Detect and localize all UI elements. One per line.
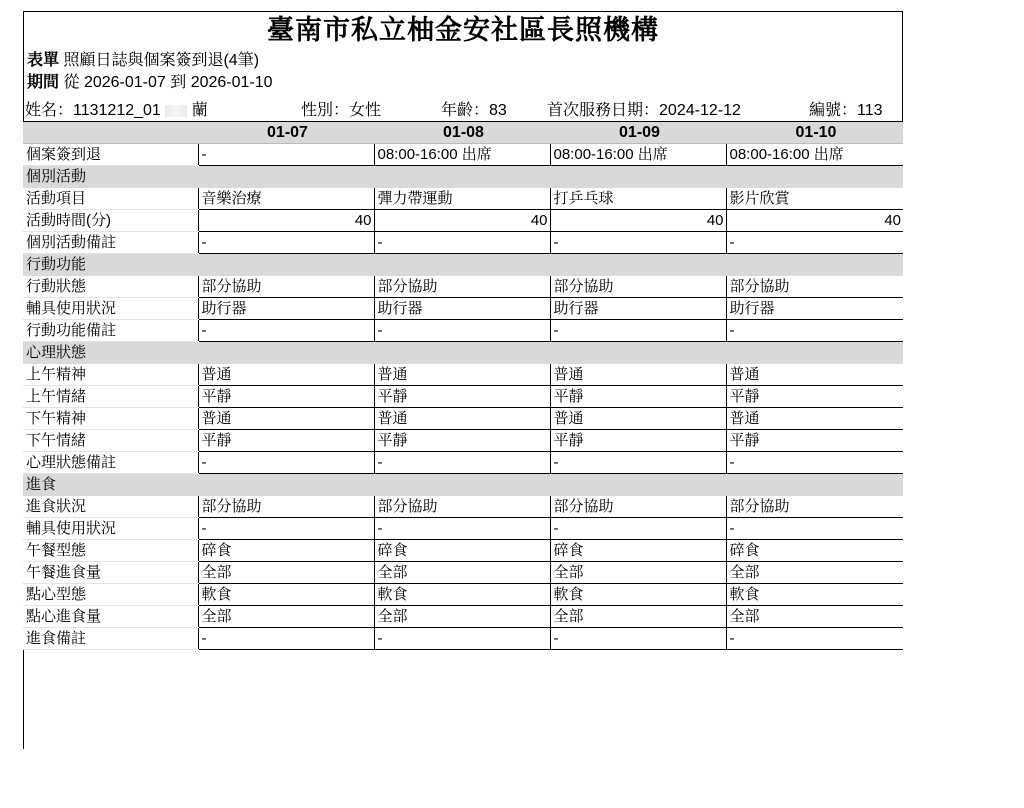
value-cell: - <box>726 518 903 540</box>
value-cell: - <box>198 144 374 166</box>
value-cell: 助行器 <box>198 298 374 320</box>
value-cell: 碎食 <box>550 540 726 562</box>
form-label: 表單 <box>27 52 60 69</box>
value-cell: - <box>198 518 374 540</box>
value-cell: - <box>374 232 550 254</box>
period-end: 2026-01-10 <box>190 74 273 91</box>
value-cell: 08:00-16:00 出席 <box>374 144 550 166</box>
value-cell: 部分協助 <box>374 496 550 518</box>
value-cell: - <box>374 518 550 540</box>
section-label: 個別活動 <box>23 166 198 188</box>
value-cell: 全部 <box>374 562 550 584</box>
section-fill-cell <box>198 342 374 364</box>
section-fill-cell <box>374 166 550 188</box>
frame-top-border <box>23 11 903 12</box>
section-label: 心理狀態 <box>23 342 198 364</box>
row-label: 進食狀況 <box>23 496 198 518</box>
table-header-row <box>23 122 903 144</box>
value-cell: - <box>726 320 903 342</box>
value-cell: 平靜 <box>726 386 903 408</box>
row-label: 個案簽到退 <box>23 144 198 166</box>
row-label: 輔具使用狀況 <box>23 518 198 540</box>
section-fill-cell <box>550 166 726 188</box>
row-label: 心理狀態備註 <box>23 452 198 474</box>
value-cell: - <box>374 452 550 474</box>
table-row <box>23 276 903 298</box>
table-row <box>23 408 903 430</box>
table-row <box>23 188 903 210</box>
value-cell: 碎食 <box>198 540 374 562</box>
value-cell: 普通 <box>374 408 550 430</box>
value-cell: 普通 <box>198 408 374 430</box>
column-date: 01-08 <box>374 122 550 144</box>
section-fill-cell <box>198 254 374 276</box>
section-row <box>23 166 903 188</box>
value-cell: 軟食 <box>374 584 550 606</box>
column-date: 01-09 <box>550 122 726 144</box>
value-cell: - <box>198 320 374 342</box>
section-fill-cell <box>726 254 903 276</box>
value-cell: 平靜 <box>198 430 374 452</box>
value-cell: - <box>374 320 550 342</box>
redacted-name-mark <box>165 105 187 117</box>
value-cell: 40 <box>550 210 726 232</box>
value-cell: 碎食 <box>374 540 550 562</box>
value-cell: 部分協助 <box>726 276 903 298</box>
row-label: 進食備註 <box>23 628 198 650</box>
patient-age: 年齡：83 <box>441 102 507 119</box>
period-line <box>27 73 273 93</box>
value-cell: 40 <box>198 210 374 232</box>
org-title: 臺南市私立柚金安社區長照機構 <box>267 15 659 45</box>
row-label: 下午精神 <box>23 408 198 430</box>
period-from-word: 從 <box>63 74 80 91</box>
value-cell: 普通 <box>374 364 550 386</box>
value-cell: 平靜 <box>550 430 726 452</box>
value-cell: - <box>198 628 374 650</box>
value-cell: - <box>198 232 374 254</box>
value-cell: 全部 <box>550 606 726 628</box>
value-cell: - <box>550 518 726 540</box>
patient-number: 編號：113 <box>809 102 883 119</box>
value-cell: 40 <box>726 210 903 232</box>
row-label: 上午精神 <box>23 364 198 386</box>
value-cell: 部分協助 <box>198 276 374 298</box>
value-cell: 全部 <box>550 562 726 584</box>
period-to-word: 到 <box>170 74 187 91</box>
value-cell: 平靜 <box>198 386 374 408</box>
care-log-table <box>23 122 903 650</box>
value-cell: 普通 <box>550 364 726 386</box>
column-date: 01-07 <box>198 122 374 144</box>
table-row <box>23 232 903 254</box>
value-cell: 助行器 <box>726 298 903 320</box>
section-label: 進食 <box>23 474 198 496</box>
value-cell: - <box>374 628 550 650</box>
value-cell: 全部 <box>726 562 903 584</box>
section-row <box>23 342 903 364</box>
row-label: 行動狀態 <box>23 276 198 298</box>
row-label: 點心進食量 <box>23 606 198 628</box>
section-fill-cell <box>550 342 726 364</box>
value-cell: 平靜 <box>726 430 903 452</box>
value-cell: - <box>198 452 374 474</box>
value-cell: - <box>550 628 726 650</box>
value-cell: - <box>550 452 726 474</box>
value-cell: 全部 <box>374 606 550 628</box>
section-row <box>23 474 903 496</box>
value-cell: - <box>726 452 903 474</box>
patient-name: 姓名：1131212_01 蘭 <box>25 102 208 119</box>
value-cell: 音樂治療 <box>198 188 374 210</box>
form-line <box>27 51 259 71</box>
table-row <box>23 144 903 166</box>
row-label: 午餐型態 <box>23 540 198 562</box>
value-cell: 08:00-16:00 出席 <box>726 144 903 166</box>
row-label: 下午情緒 <box>23 430 198 452</box>
value-cell: 部分協助 <box>198 496 374 518</box>
table-row <box>23 298 903 320</box>
value-cell: 40 <box>374 210 550 232</box>
table-row <box>23 540 903 562</box>
value-cell: 全部 <box>198 606 374 628</box>
table-row <box>23 386 903 408</box>
value-cell: 軟食 <box>550 584 726 606</box>
value-cell: - <box>550 232 726 254</box>
period-start: 2026-01-07 <box>83 74 166 91</box>
table-row <box>23 320 903 342</box>
section-fill-cell <box>374 474 550 496</box>
value-cell: 軟食 <box>198 584 374 606</box>
value-cell: 全部 <box>198 562 374 584</box>
section-fill-cell <box>374 342 550 364</box>
section-fill-cell <box>198 474 374 496</box>
section-fill-cell <box>726 342 903 364</box>
table-row <box>23 518 903 540</box>
section-label: 行動功能 <box>23 254 198 276</box>
table-row <box>23 562 903 584</box>
value-cell: - <box>550 320 726 342</box>
value-cell: 部分協助 <box>550 496 726 518</box>
value-cell: 部分協助 <box>726 496 903 518</box>
row-label: 個別活動備註 <box>23 232 198 254</box>
section-fill-cell <box>550 254 726 276</box>
table-row <box>23 584 903 606</box>
value-cell: - <box>726 232 903 254</box>
value-cell: 普通 <box>726 408 903 430</box>
patient-first-service: 首次服務日期：2024-12-12 <box>547 102 741 119</box>
form-value: 照顧日誌與個案簽到退(4筆) <box>63 52 260 69</box>
value-cell: 普通 <box>550 408 726 430</box>
table-row <box>23 496 903 518</box>
section-row <box>23 254 903 276</box>
patient-gender: 性別：女性 <box>301 102 382 119</box>
report-sheet <box>23 11 903 749</box>
table-row <box>23 364 903 386</box>
row-label: 點心型態 <box>23 584 198 606</box>
value-cell: 部分協助 <box>550 276 726 298</box>
value-cell: 碎食 <box>726 540 903 562</box>
table-row <box>23 210 903 232</box>
section-fill-cell <box>550 474 726 496</box>
section-fill-cell <box>726 474 903 496</box>
table-row <box>23 606 903 628</box>
patient-info-line <box>23 101 903 122</box>
row-label: 輔具使用狀況 <box>23 298 198 320</box>
value-cell: 普通 <box>198 364 374 386</box>
section-fill-cell <box>374 254 550 276</box>
table-row <box>23 452 903 474</box>
period-label: 期間 <box>27 74 60 91</box>
value-cell: 彈力帶運動 <box>374 188 550 210</box>
table-row <box>23 430 903 452</box>
row-label: 活動時間(分) <box>23 210 198 232</box>
header-label-cell <box>23 122 198 144</box>
value-cell: 平靜 <box>374 430 550 452</box>
table-body <box>23 144 903 650</box>
value-cell: 軟食 <box>726 584 903 606</box>
value-cell: 平靜 <box>550 386 726 408</box>
section-fill-cell <box>198 166 374 188</box>
value-cell: 打乒乓球 <box>550 188 726 210</box>
row-label: 午餐進食量 <box>23 562 198 584</box>
value-cell: 影片欣賞 <box>726 188 903 210</box>
value-cell: 普通 <box>726 364 903 386</box>
section-fill-cell <box>726 166 903 188</box>
row-label: 行動功能備註 <box>23 320 198 342</box>
column-date: 01-10 <box>726 122 903 144</box>
table-row <box>23 628 903 650</box>
value-cell: 全部 <box>726 606 903 628</box>
row-label: 上午情緒 <box>23 386 198 408</box>
value-cell: 助行器 <box>550 298 726 320</box>
value-cell: 部分協助 <box>374 276 550 298</box>
value-cell: 平靜 <box>374 386 550 408</box>
row-label: 活動項目 <box>23 188 198 210</box>
value-cell: 助行器 <box>374 298 550 320</box>
value-cell: 08:00-16:00 出席 <box>550 144 726 166</box>
value-cell: - <box>726 628 903 650</box>
